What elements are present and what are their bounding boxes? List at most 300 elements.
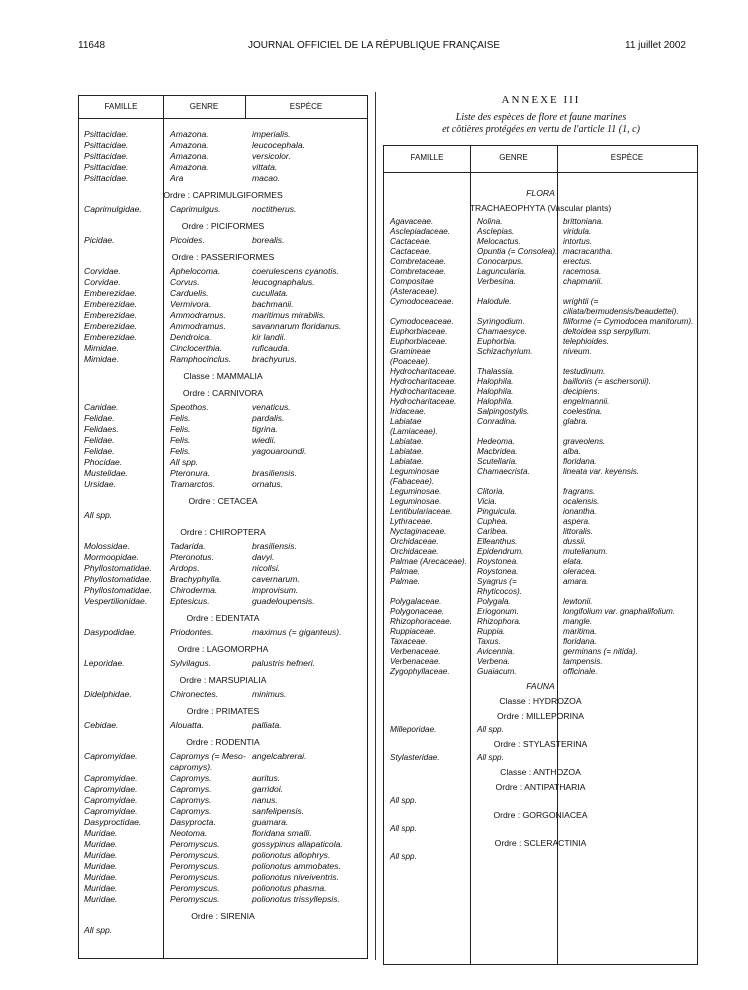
espece-cell: littoralis. [563, 527, 594, 536]
espece-cell: imperialis. [252, 129, 291, 139]
espece-cell [558, 753, 697, 763]
famille-cell: Nyctaginaceae. [390, 527, 447, 536]
table-row [79, 817, 367, 828]
famille-cell: Psittacidae. [84, 151, 129, 161]
espece-cell: floridana. [563, 637, 597, 646]
order-heading: Ordre : LAGOMORPHA [177, 644, 269, 654]
espece-cell: elata. [563, 557, 584, 566]
espece-cell: coelestina. [563, 407, 603, 416]
header-espece: ESPÈCE [557, 146, 697, 173]
genre-cell: Amazona. [170, 151, 209, 161]
espece-cell: racemosa. [563, 267, 602, 276]
table-row [79, 457, 367, 468]
espece-cell: garridoi. [252, 784, 284, 794]
table-row [384, 447, 697, 457]
famille-cell: Canidae. [84, 402, 119, 412]
genre-cell: Roystonea. [477, 567, 519, 576]
famille-cell: All spp. [84, 925, 113, 935]
famille-cell: Hydrocharitaceae. [390, 397, 457, 406]
genre-cell: Aphelocoma. [170, 266, 221, 276]
section-heading: Ordre : ANTIPATHARIA [495, 782, 586, 792]
header-famille: FAMILLE [384, 146, 470, 173]
genre-cell: Verbesina. [477, 277, 516, 286]
genre-cell: Euphorbia. [477, 337, 517, 346]
table-row [79, 204, 367, 215]
espece-cell: pardalis. [252, 413, 285, 423]
espece-cell: cucullata. [252, 288, 289, 298]
table-row [384, 667, 697, 677]
espece-cell: lineata var. keyensis. [563, 467, 640, 476]
genre-cell: Tadarida. [170, 541, 206, 551]
famille-cell: Lentibulariaceae. [390, 507, 453, 516]
genre-cell: Conocarpus. [477, 257, 524, 266]
espece-cell [558, 852, 697, 862]
table-row [384, 607, 697, 617]
famille-cell: Cymodoceaceae. [390, 317, 454, 326]
espece-cell: ruficauda. [252, 343, 290, 353]
espece-cell [558, 796, 697, 806]
section-heading: TRACHAEOPHYTA (Vascular plants) [469, 203, 612, 213]
table-row [384, 457, 697, 467]
table-row [79, 894, 367, 905]
espece-cell: glabra. [563, 417, 589, 426]
genre-cell: Capromys. [170, 795, 212, 805]
order-heading: Ordre : CETACEA [188, 496, 258, 506]
famille-cell: Muridae. [84, 861, 118, 871]
genre-cell: Ammodramus. [170, 310, 226, 320]
famille-cell: Felidae. [84, 413, 115, 423]
genre-cell: Ardops. [170, 563, 200, 573]
genre-cell: All spp. [477, 753, 504, 762]
genre-cell: Cuphea. [477, 517, 508, 526]
espece-cell: maximus (= giganteus). [252, 627, 342, 637]
famille-cell: Felidae. [84, 435, 115, 445]
table-row [384, 567, 697, 577]
espece-cell: ionantha. [563, 507, 597, 516]
famille-cell: Felidae. [84, 446, 115, 456]
table-row [79, 689, 367, 700]
left-table-body [79, 129, 367, 936]
column-divider [375, 92, 376, 960]
genre-cell: Melocactus. [477, 237, 521, 246]
genre-cell: Roystonea. [477, 557, 519, 566]
famille-cell: Ursidae. [84, 479, 116, 489]
genre-cell: Macbridea. [477, 447, 518, 456]
table-row [384, 347, 697, 367]
espece-cell: cavernarum. [252, 574, 300, 584]
genre-cell: Taxus. [477, 637, 501, 646]
genre-cell: Syringodium. [477, 317, 525, 326]
famille-cell: Mimidae. [84, 343, 119, 353]
table-row [384, 557, 697, 567]
genre-cell: Pinguicula. [477, 507, 518, 516]
genre-cell: Alouatta. [170, 720, 204, 730]
genre-cell: Halophila. [477, 377, 514, 386]
section-heading: Ordre : STYLASTERINA [493, 739, 588, 749]
famille-cell: Cymodoceaceae. [390, 297, 454, 306]
famille-cell: Capromyidae. [84, 806, 138, 816]
genre-cell: Avicennia. [477, 647, 515, 656]
genre-cell: Capromys. [170, 806, 212, 816]
table-row [384, 547, 697, 557]
espece-cell: palustris hefneri. [252, 658, 316, 668]
espece-cell: tigrina. [252, 424, 278, 434]
table-row [384, 507, 697, 517]
table-row [79, 751, 367, 773]
table-row [384, 377, 697, 387]
section-heading: Ordre : MILLEPORINA [497, 711, 584, 721]
famille-cell: Capromyidae. [84, 751, 138, 761]
famille-cell: Muridae. [84, 872, 118, 882]
genre-cell: Dasyprocta. [170, 817, 216, 827]
famille-cell: Gramineae (Poaceae). [390, 347, 431, 366]
espece-cell: deltoidea ssp serpyllum. [563, 327, 651, 336]
famille-cell: Iridaceae. [390, 407, 426, 416]
espece-cell: niveum. [563, 347, 592, 356]
table-row [79, 839, 367, 850]
famille-cell: Phyllostomatidae. [84, 563, 152, 573]
genre-cell: Schizachyrium. [477, 347, 533, 356]
espece-cell: wiedii. [252, 435, 276, 445]
espece-cell: germinans (= nitida). [563, 647, 638, 656]
annex-subtitle [385, 112, 697, 136]
espece-cell: maritimus mirabilis. [252, 310, 326, 320]
genre-cell [471, 824, 558, 834]
genre-cell: Peromyscus. [170, 861, 220, 871]
genre-cell: Hedeoma. [477, 437, 515, 446]
espece-cell: ocalensis. [563, 497, 600, 506]
espece-cell: lewtonii. [563, 597, 593, 606]
famille-cell: Cebidae. [84, 720, 119, 730]
genre-cell: Syagrus (= Rhyticocos). [477, 577, 523, 596]
famille-cell: Leporidae. [84, 658, 125, 668]
espece-cell: bachmanii. [252, 299, 294, 309]
espece-cell: macracantha. [563, 247, 613, 256]
genre-cell: Halophila. [477, 387, 514, 396]
genre-cell: Vicia. [477, 497, 497, 506]
issue-date: 11 juillet 2002 [625, 40, 686, 51]
famille-cell: Combretaceae. [390, 267, 446, 276]
genre-cell: Amazona. [170, 162, 209, 172]
famille-cell: Stylasteridae. [390, 753, 440, 762]
espece-cell: polionotus ammobates. [252, 861, 341, 871]
genre-cell: Salpingostylis. [477, 407, 530, 416]
famille-cell: Combretaceae. [390, 257, 446, 266]
table-row [79, 828, 367, 839]
genre-cell: Amazona. [170, 129, 209, 139]
espece-cell: noctitherus. [252, 204, 297, 214]
espece-cell: baillonis (= aschersonii). [563, 377, 652, 386]
table-row [384, 796, 697, 806]
famille-cell: Orchidaceae. [390, 537, 439, 546]
table-row [79, 627, 367, 638]
table-row [79, 151, 367, 162]
table-row [384, 417, 697, 437]
table-row [384, 637, 697, 647]
genre-cell: Dendroica. [170, 332, 212, 342]
famille-cell: Caprimulgidae. [84, 204, 142, 214]
espece-cell: graveolens. [563, 437, 606, 446]
genre-cell: Eriogonum. [477, 607, 519, 616]
genre-cell: Vermivora. [170, 299, 212, 309]
table-row [79, 299, 367, 310]
espece-cell: macao. [252, 173, 281, 183]
famille-cell: All spp. [390, 796, 417, 805]
espece-cell: auritus. [252, 773, 281, 783]
espece-cell: floridana. [563, 457, 597, 466]
famille-cell: Cactaceae. [390, 237, 432, 246]
famille-cell: Muridae. [84, 894, 118, 904]
table-row [79, 446, 367, 457]
famille-cell: Phyllostomatidae. [84, 574, 152, 584]
table-row [79, 883, 367, 894]
espece-cell: savannarum floridanus. [252, 321, 342, 331]
genre-cell: Priodontes. [170, 627, 214, 637]
genre-cell: Halodule. [477, 297, 512, 306]
espece-cell: viridula. [563, 227, 592, 236]
espece-cell: maritima. [563, 627, 597, 636]
espece-cell [558, 725, 697, 735]
famille-cell: Emberezidae. [84, 310, 138, 320]
section-heading: FAUNA [526, 681, 555, 691]
genre-cell: Ara [170, 173, 184, 183]
genre-cell: Neotoma. [170, 828, 208, 838]
order-heading: Ordre : CARNIVORA [182, 388, 264, 398]
table-row [79, 552, 367, 563]
famille-cell: Palmae (Arecaceae). [390, 557, 467, 566]
table-row [384, 397, 697, 407]
genre-cell: Verbena. [477, 657, 510, 666]
genre-cell: Felis. [170, 435, 191, 445]
famille-cell: Milleporidae. [390, 725, 437, 734]
table-row [384, 407, 697, 417]
table-row [384, 657, 697, 667]
famille-cell: Euphorbiaceae. [390, 327, 448, 336]
order-heading: Ordre : PICIFORMES [181, 221, 265, 231]
famille-cell: Muridae. [84, 828, 118, 838]
table-row [79, 310, 367, 321]
genre-cell: Sylvilagus. [170, 658, 212, 668]
famille-cell: Hydrocharitaceae. [390, 377, 457, 386]
section-heading: Ordre : GORGONIACEA [493, 810, 588, 820]
espece-cell: vittata. [252, 162, 278, 172]
table-row [384, 497, 697, 507]
genre-cell [471, 852, 558, 862]
table-row [79, 806, 367, 817]
famille-cell: Psittacidae. [84, 162, 129, 172]
famille-cell: All spp. [390, 824, 417, 833]
table-row [79, 784, 367, 795]
espece-cell: oleracea. [563, 567, 597, 576]
espece-cell: polionotus allophrys. [252, 850, 331, 860]
genre-cell: Tramarctos. [170, 479, 216, 489]
left-species-table [78, 95, 368, 959]
espece-cell: alba. [563, 447, 581, 456]
table-row [79, 773, 367, 784]
espece-cell: brachyurus. [252, 354, 297, 364]
genre-cell: Peromyscus. [170, 850, 220, 860]
table-row [384, 217, 697, 227]
genre-cell: Opuntia (= Consolea). [477, 247, 558, 256]
annex-title: ANNEXE III [501, 94, 581, 106]
espece-cell: brasiliensis. [252, 468, 297, 478]
famille-cell: Psittacidae. [84, 129, 129, 139]
genre-cell: Corvus. [170, 277, 200, 287]
espece-cell: dussii. [563, 537, 587, 546]
famille-cell: Agavaceae. [390, 217, 434, 226]
table-row [79, 658, 367, 669]
genre-cell: Conradina. [477, 417, 518, 426]
table-row [79, 563, 367, 574]
genre-cell [164, 510, 246, 521]
order-heading: Ordre : CAPRIMULGIFORMES [163, 190, 283, 200]
espece-cell: chapmanii. [563, 277, 603, 286]
header-famille: FAMILLE [79, 96, 163, 119]
espece-cell: leucognaphalus. [252, 277, 315, 287]
famille-cell: Zygophyllaceae. [390, 667, 450, 676]
espece-cell: telephioides. [563, 337, 609, 346]
table-row [384, 617, 697, 627]
order-heading: Ordre : PASSERIFORMES [171, 252, 275, 262]
genre-cell: Nolina. [477, 217, 503, 226]
genre-cell: Felis. [170, 424, 191, 434]
order-heading: Ordre : MARSUPIALIA [179, 675, 267, 685]
table-row [79, 235, 367, 246]
famille-cell: Leguminosae (Fabaceae). [390, 467, 440, 486]
table-row [384, 537, 697, 547]
genre-cell: Scutellaria. [477, 457, 518, 466]
section-heading: Classe : HYDROZOA [499, 696, 582, 706]
table-row [384, 597, 697, 607]
espece-cell: filiforme (= Cymodocea manitorum). [563, 317, 694, 326]
table-row [79, 795, 367, 806]
famille-cell: Palmae. [390, 577, 421, 586]
table-row [384, 725, 697, 735]
espece-cell [246, 457, 367, 468]
famille-cell: Euphorbiaceae. [390, 337, 448, 346]
genre-cell: Clitoria. [477, 487, 505, 496]
famille-cell: Orchidaceae. [390, 547, 439, 556]
famille-cell: Asclepiadaceae. [390, 227, 451, 236]
famille-cell: Psittacidae. [84, 140, 129, 150]
famille-cell: Verbenaceae. [390, 647, 441, 656]
famille-cell: Mimidae. [84, 354, 119, 364]
table-row [79, 129, 367, 140]
famille-cell: Muridae. [84, 850, 118, 860]
espece-cell: fragrans. [563, 487, 596, 496]
espece-cell: kir landii. [252, 332, 286, 342]
genre-cell: Guaiacum. [477, 667, 517, 676]
famille-cell: Muridae. [84, 839, 118, 849]
famille-cell: Polygonaceae. [390, 607, 445, 616]
genre-cell: All spp. [170, 457, 199, 467]
espece-cell: engelmannii. [563, 397, 610, 406]
table-row [79, 720, 367, 731]
genre-cell: Elleanthus. [477, 537, 518, 546]
famille-cell: Labiatae. [390, 447, 424, 456]
espece-cell: minimus. [252, 689, 287, 699]
famille-cell: Muridae. [84, 883, 118, 893]
famille-cell: Verbenaceae. [390, 657, 441, 666]
famille-cell: Corvidae. [84, 266, 121, 276]
genre-cell: Thalassia. [477, 367, 515, 376]
genre-cell: Peromyscus. [170, 839, 220, 849]
order-heading: Ordre : SIRENIA [191, 911, 255, 921]
espece-cell: davyi. [252, 552, 275, 562]
genre-cell: Caribea. [477, 527, 508, 536]
table-row [79, 435, 367, 446]
famille-cell: Dasypodidae. [84, 627, 137, 637]
genre-cell: Cinclocerthia. [170, 343, 223, 353]
famille-cell: Capromyidae. [84, 773, 138, 783]
famille-cell: Hydrocharitaceae. [390, 367, 457, 376]
genre-cell: Felis. [170, 446, 191, 456]
order-heading: Ordre : PRIMATES [186, 706, 260, 716]
famille-cell: Compositae (Asteraceae). [390, 277, 440, 296]
genre-cell: Chironectes. [170, 689, 219, 699]
espece-cell: brittoniana. [563, 217, 604, 226]
espece-cell: nicollsi. [252, 563, 281, 573]
genre-cell: Peromyscus. [170, 872, 220, 882]
espece-cell: venaticus. [252, 402, 291, 412]
famille-cell: Capromyidae. [84, 784, 138, 794]
genre-cell: Ruppia. [477, 627, 506, 636]
table-row [79, 343, 367, 354]
table-row [79, 541, 367, 552]
genre-cell: Rhizophora. [477, 617, 522, 626]
espece-cell: mangle. [563, 617, 593, 626]
espece-cell [246, 510, 367, 521]
table-row [384, 437, 697, 447]
table-row [79, 850, 367, 861]
table-row [79, 596, 367, 607]
table-row [384, 317, 697, 327]
table-row [79, 140, 367, 151]
table-row [79, 162, 367, 173]
famille-cell: Emberezidae. [84, 332, 138, 342]
annex-subtitle-line: Liste des espèces de flore et faune marines [455, 112, 627, 123]
famille-cell: Labiatae. [390, 437, 424, 446]
genre-cell: Caprimulgus. [170, 204, 221, 214]
espece-cell: improvisum. [252, 585, 299, 595]
espece-cell [558, 824, 697, 834]
espece-cell: guadeloupensis. [252, 596, 315, 606]
espece-cell: testudinum. [563, 367, 606, 376]
table-row [384, 237, 697, 247]
famille-cell: Emberezidae. [84, 321, 138, 331]
table-row [384, 277, 697, 297]
genre-cell: Carduelis. [170, 288, 209, 298]
genre-cell: Ramphocinclus. [170, 354, 232, 364]
table-row [384, 367, 697, 377]
espece-cell: yagouaroundi. [252, 446, 307, 456]
famille-cell: Ruppiaceae. [390, 627, 436, 636]
header-genre: GENRE [470, 146, 557, 173]
genre-cell: Chiroderma. [170, 585, 218, 595]
famille-cell: Emberezidae. [84, 299, 138, 309]
genre-cell: Polygala. [477, 597, 511, 606]
table-row [79, 585, 367, 596]
famille-cell: Didelphidae. [84, 689, 132, 699]
espece-cell: tampensis. [563, 657, 603, 666]
famille-cell: Phyllostomatidae. [84, 585, 152, 595]
table-row [79, 321, 367, 332]
genre-cell: Speothos. [170, 402, 209, 412]
espece-cell: ornatus. [252, 479, 284, 489]
genre-cell: Pteronotus. [170, 552, 214, 562]
header-genre: GENRE [189, 102, 219, 111]
famille-cell: Hydrocharitaceae. [390, 387, 457, 396]
